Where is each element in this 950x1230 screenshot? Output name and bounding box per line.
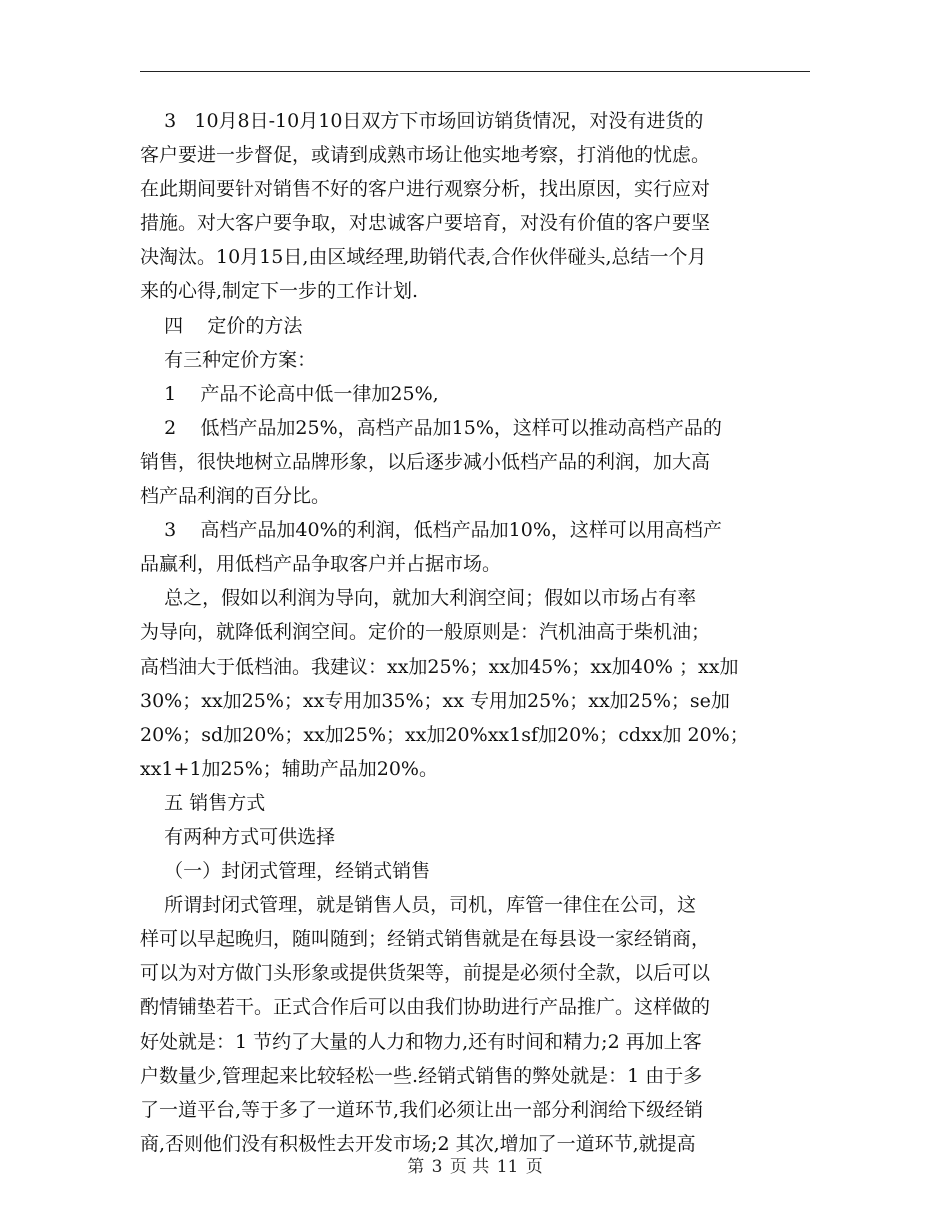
- list-item: 2 低档产品加25%，高档产品加15%，这样可以推动高档产品的: [140, 416, 722, 439]
- page-footer: [0, 1152, 950, 1177]
- text-line: 30%；xx加25%；xx专用加35%；xx 专用加25%；xx加25%；se加: [140, 689, 730, 712]
- section-heading: 四 定价的方法: [140, 314, 303, 337]
- text-line: 户数量少,管理起来比较轻松一些.经销式销售的弊处就是：1 由于多: [140, 1064, 703, 1087]
- footer-mid: 页 共: [449, 1157, 490, 1177]
- text-line: 有三种定价方案：: [140, 348, 317, 371]
- text-line: 样可以早起晚归，随叫随到；经销式销售就是在每县设一家经销商，: [140, 928, 711, 951]
- text-line: 酌情铺垫若干。正式合作后可以由我们协助进行产品推广。这样做的: [140, 996, 711, 1019]
- text-line: 有两种方式可供选择: [140, 825, 336, 848]
- text-line: 在此期间要针对销售不好的客户进行观察分析，找出原因，实行应对: [140, 178, 711, 201]
- header-rule: [140, 71, 810, 72]
- subsection-heading: （一）封闭式管理，经销式销售: [140, 860, 431, 883]
- text-line: 档产品利润的百分比。: [140, 485, 331, 508]
- text-line: 措施。对大客户要争取，对忠诚客户要培育，对没有价值的客户要坚: [140, 212, 711, 235]
- text-line: 所谓封闭式管理，就是销售人员，司机，库管一律住在公司，这: [140, 894, 697, 917]
- text-line: 可以为对方做门头形象或提供货架等，前提是必须付全款，以后可以: [140, 962, 711, 985]
- text-line: 销售，很快地树立品牌形象，以后逐步减小低档产品的利润，加大高: [140, 450, 711, 473]
- text-line: 总之，假如以利润为导向，就加大利润空间；假如以市场占有率: [140, 587, 697, 610]
- text-line: 客户要进一步督促，或请到成熟市场让他实地考察，打消他的忧虑。: [140, 144, 711, 167]
- section-heading: 五 销售方式: [140, 791, 266, 814]
- text-line: 高档油大于低档油。我建议：xx加25%；xx加45%；xx加40% ；xx加: [140, 655, 739, 678]
- text-line: 决淘汰。10月15日,由区域经理,助销代表,合作伙伴碰头,总结一个月: [140, 246, 707, 269]
- page-total: 11: [496, 1157, 519, 1177]
- list-item: 1 产品不论高中低一律加25%,: [140, 382, 439, 405]
- text-line: 了一道平台,等于多了一道环节,我们必须让出一部分利润给下级经销: [140, 1098, 704, 1121]
- footer-suffix: 页: [525, 1157, 543, 1177]
- text-line: 商,否则他们没有积极性去开发市场;2 其次,增加了一道环节,就提高: [140, 1132, 696, 1155]
- page-number: 3: [431, 1157, 443, 1177]
- text-line: 品赢利，用低档产品争取客户并占据市场。: [140, 553, 502, 576]
- text-line: 来的心得,制定下一步的工作计划.: [140, 280, 419, 303]
- text-line: xx1+1加25%；辅助产品加20%。: [140, 757, 438, 780]
- text-line: 为导向，就降低利润空间。定价的一般原则是：汽机油高于柴机油；: [140, 621, 711, 644]
- footer-prefix: 第: [407, 1157, 425, 1177]
- document-body: [140, 104, 820, 1161]
- list-item: 3 高档产品加40%的利润，低档产品加10%，这样可以用高档产: [140, 519, 722, 542]
- text-line: 好处就是：1 节约了大量的人力和物力,还有时间和精力;2 再加上客: [140, 1030, 702, 1053]
- text-line: 20%；sd加20%；xx加25%；xx加20%xx1sf加20%；cdxx加 20%；: [140, 723, 749, 746]
- text-line: 3 10月8日-10月10日双方下市场回访销货情况，对没有进货的: [140, 110, 704, 132]
